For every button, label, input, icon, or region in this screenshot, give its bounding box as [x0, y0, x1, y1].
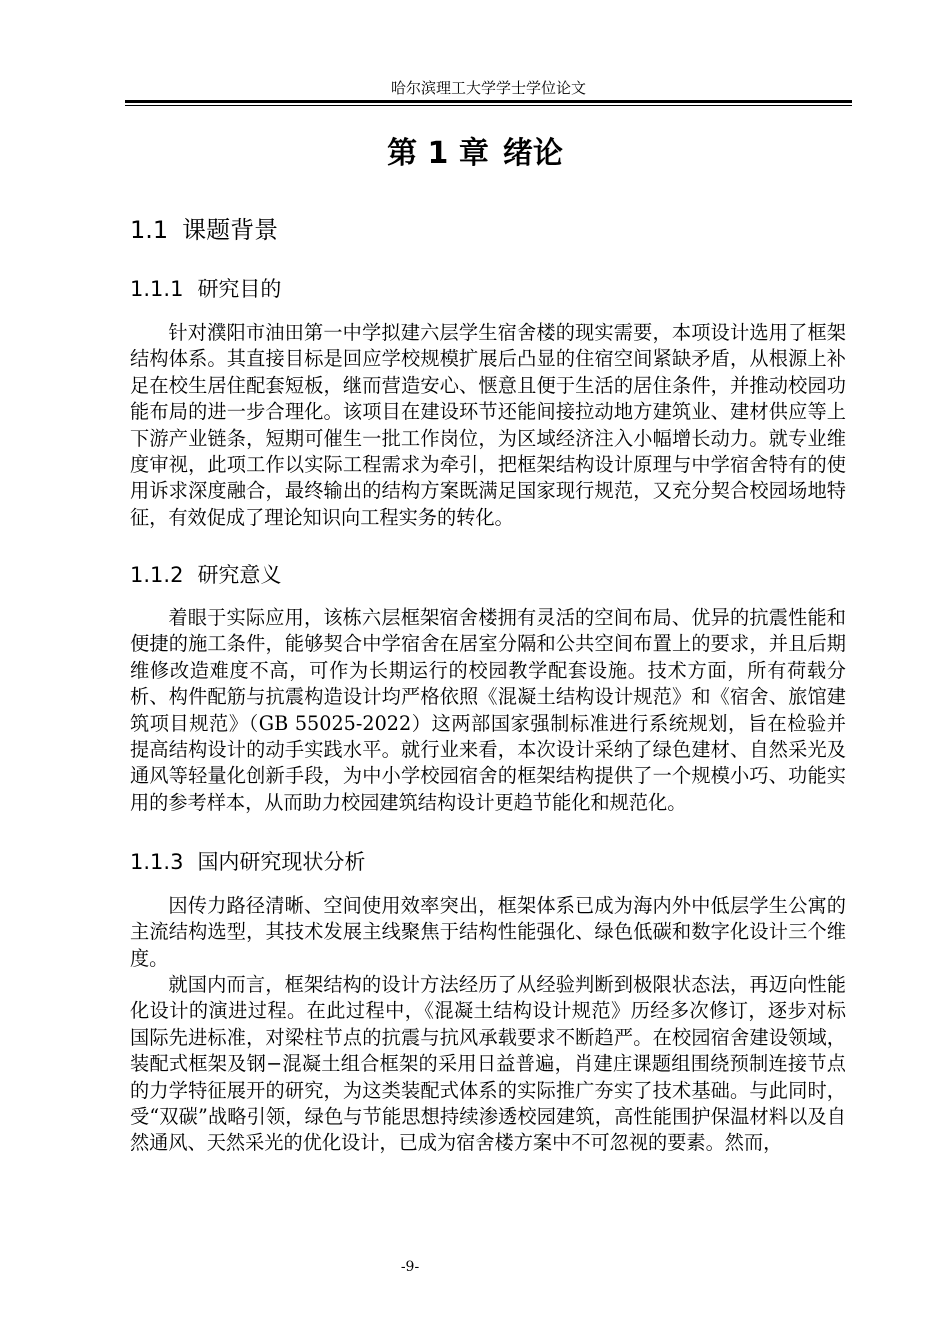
subsection-title: 国内研究现状分析	[197, 850, 366, 874]
header-rule-thin	[125, 105, 852, 106]
body-paragraph: 就国内而言，框架结构的设计方法经历了从经验判断到极限状态法，再迈向性能化设计的演进过程。在此过程中，《混凝土结构设计规范》历经多次修订，逐步对标国际先进标准，对梁柱节点的抗震与抗风承载要求不断趋严。在校园宿舍建设领域，装配式框架及钢−混凝土组合框架的采用日益普遍，肖建庄课题组围绕预制连接节点的力学特征展开的研究，为这类装配式体系的实际推广夯实了技术基础。与此同时，受“双碳”战略引领，绿色与节能思想持续渗透校园建筑，高性能围护保温材料以及自然通风、天然采光的优化设计，已成为宿舍楼方案中不可忽视的要素。然而，	[130, 973, 846, 1155]
header-rule-thick	[125, 100, 852, 103]
chapter-number: 第 1 章	[387, 136, 489, 171]
body-paragraph: 因传力路径清晰、空间使用效率突出，框架体系已成为海内外中低层学生公寓的主流结构选型，其技术发展主线聚焦于结构性能强化、绿色低碳和数字化设计三个维度。	[130, 894, 846, 970]
chapter-name: 绪论	[502, 136, 563, 171]
subsection-number: 1.1.1	[130, 277, 184, 301]
page-number: -9-	[400, 1259, 420, 1275]
chapter-title	[0, 132, 950, 176]
body-paragraph: 着眼于实际应用，该栋六层框架宿舍楼拥有灵活的空间布局、优异的抗震性能和便捷的施工条件，能够契合中学宿舍在居室分隔和公共空间布置上的要求，并且后期维修改造难度不高，可作为长期运行的校园教学配套设施。技术方面，所有荷载分析、构件配筋与抗震构造设计均严格依照《混凝土结构设计规范》和《宿舍、旅馆建筑项目规范》（GB 55025-2022）这两部国家强制标准进行系统规划，旨在检验并提高结构设计的动手实践水平。就行业来看，本次设计采纳了绿色建材、自然采光及通风等轻量化创新手段，为中小学校园宿舍的框架结构提供了一个规模小巧、功能实用的参考样本，从而助力校园建筑结构设计更趋节能化和规范化。	[130, 606, 846, 814]
subsection-title: 研究目的	[197, 277, 282, 301]
subsection-heading	[130, 557, 281, 593]
section-heading	[130, 210, 278, 250]
subsection-number: 1.1.2	[130, 563, 184, 587]
running-header: 哈尔滨理工大学学士学位论文	[390, 79, 586, 97]
section-number: 1.1	[130, 216, 169, 244]
subsection-heading	[130, 271, 281, 307]
body-paragraph: 针对濮阳市油田第一中学拟建六层学生宿舍楼的现实需要，本项设计选用了框架结构体系。其直接目标是回应学校规模扩展后凸显的住宿空间紧缺矛盾，从根源上补足在校生居住配套短板，继而营造安心、惬意且便于生活的居住条件，并推动校园功能布局的进一步合理化。该项目在建设环节还能间接拉动地方建筑业、建材供应等上下游产业链条，短期可催生一批工作岗位，为区域经济注入小幅增长动力。就专业维度审视，此项工作以实际工程需求为牵引，把框架结构设计原理与中学宿舍特有的使用诉求深度融合，最终输出的结构方案既满足国家现行规范，又充分契合校园场地特征，有效促成了理论知识向工程实务的转化。	[130, 321, 846, 529]
subsection-number: 1.1.3	[130, 850, 184, 874]
subsection-title: 研究意义	[197, 563, 282, 587]
section-title: 课题背景	[182, 216, 279, 244]
subsection-heading	[130, 844, 365, 880]
